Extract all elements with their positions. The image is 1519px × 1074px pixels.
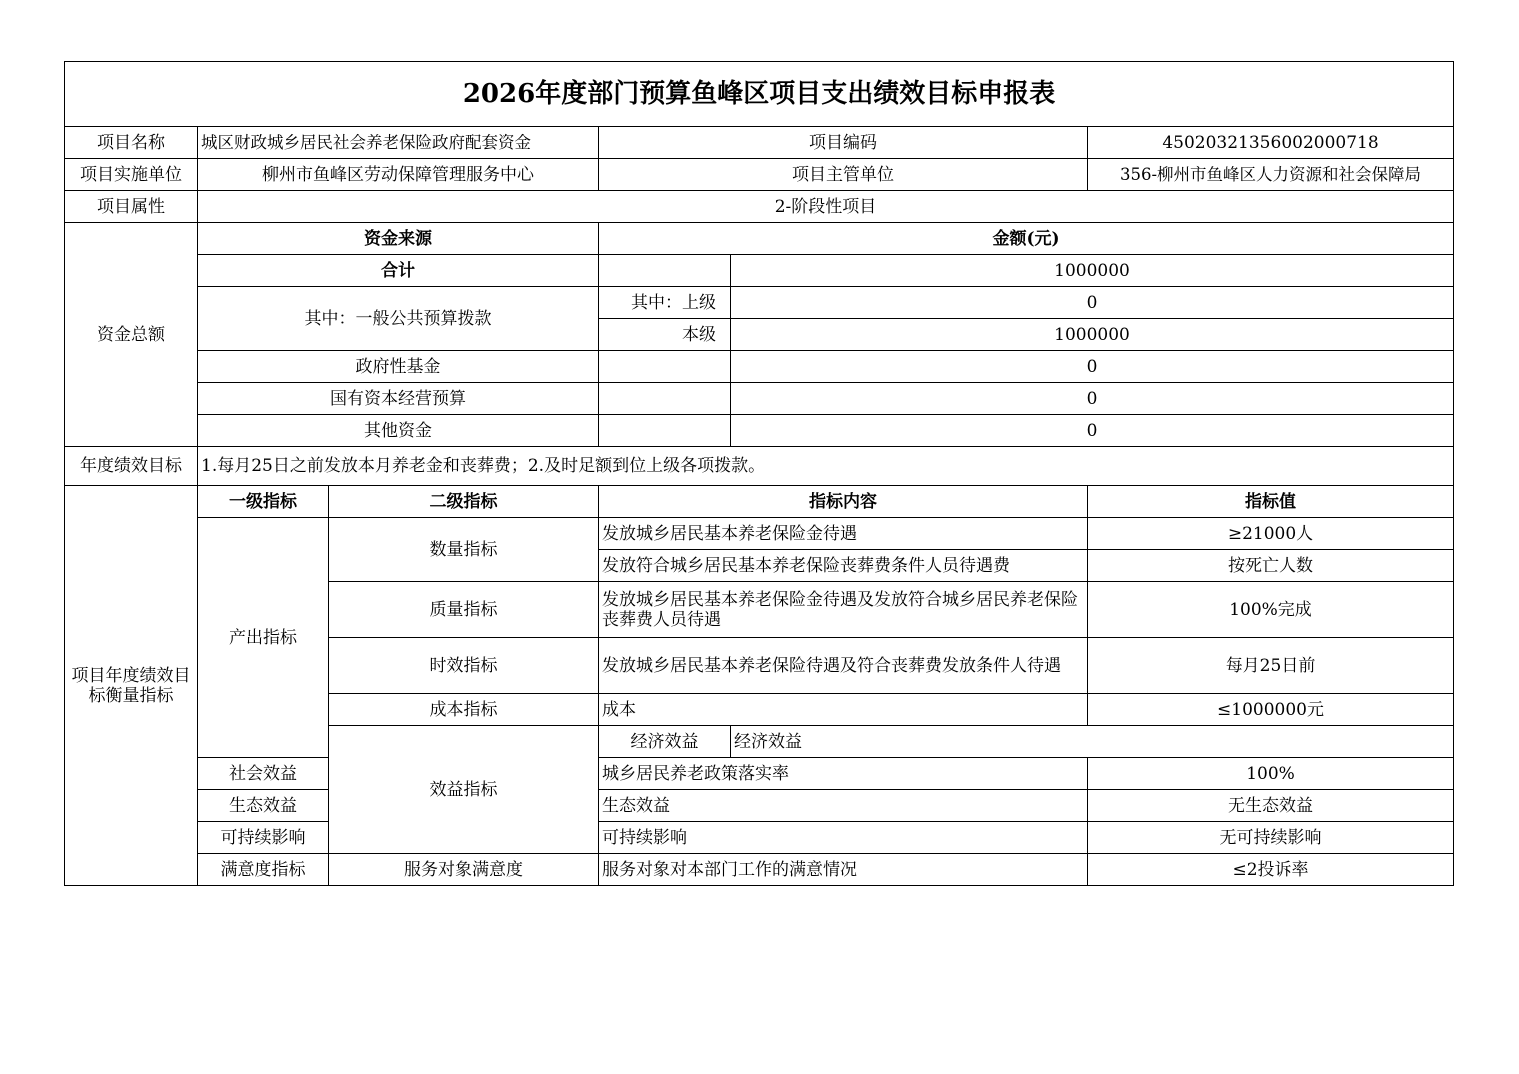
mgr-unit-label: 项目主管单位 [599, 159, 1088, 191]
indicator-value: 100%完成 [1088, 582, 1454, 638]
indicator-level2: 数量指标 [329, 518, 599, 582]
impl-unit-value: 柳州市鱼峰区劳动保障管理服务中心 [198, 159, 599, 191]
state-capital-label: 国有资本经营预算 [198, 383, 599, 415]
indicator-value: ≤1000000元 [1088, 694, 1454, 726]
indicator-content: 发放城乡居民基本养老保险金待遇及发放符合城乡居民养老保险丧葬费人员待遇 [599, 582, 1088, 638]
indicator-content: 成本 [599, 694, 1088, 726]
impl-unit-label: 项目实施单位 [65, 159, 198, 191]
indicator-content: 可持续影响 [599, 822, 1088, 854]
project-attr-value: 2-阶段性项目 [198, 191, 1454, 223]
indicator-level2: 质量指标 [329, 582, 599, 638]
indicator-level2: 社会效益 [198, 758, 329, 790]
output-indicator-label: 产出指标 [198, 518, 329, 758]
indicator-content: 生态效益 [599, 790, 1088, 822]
indicator-value: 100% [1088, 758, 1454, 790]
funds-total-value: 1000000 [731, 255, 1454, 287]
indicator-content: 服务对象对本部门工作的满意情况 [599, 854, 1088, 886]
other-funds-label: 其他资金 [198, 415, 599, 447]
upper-level-value: 0 [731, 287, 1454, 319]
indicator-level2: 可持续影响 [198, 822, 329, 854]
level1-header: 一级指标 [198, 486, 329, 518]
project-code-label: 项目编码 [599, 127, 1088, 159]
indicators-section-label: 项目年度绩效目标衡量指标 [65, 486, 198, 886]
page-title: 2026年度部门预算鱼峰区项目支出绩效目标申报表 [65, 62, 1454, 127]
general-budget-label: 其中：一般公共预算拨款 [198, 287, 599, 351]
level2-header: 二级指标 [329, 486, 599, 518]
empty-cell [599, 415, 731, 447]
indicator-level2: 生态效益 [198, 790, 329, 822]
annual-goal-label: 年度绩效目标 [65, 447, 198, 486]
mgr-unit-value: 356-柳州市鱼峰区人力资源和社会保障局 [1088, 159, 1454, 191]
project-name-value: 城区财政城乡居民社会养老保险政府配套资金 [198, 127, 599, 159]
project-attr-label: 项目属性 [65, 191, 198, 223]
funds-section-label: 资金总额 [65, 223, 198, 447]
local-level-value: 1000000 [731, 319, 1454, 351]
satisfaction-indicator-label: 满意度指标 [198, 854, 329, 886]
project-code-value: 45020321356002000718 [1088, 127, 1454, 159]
indicator-content: 发放符合城乡居民基本养老保险丧葬费条件人员待遇费 [599, 550, 1088, 582]
funds-source-header: 资金来源 [198, 223, 599, 255]
indicator-value: ≥21000人 [1088, 518, 1454, 550]
project-name-label: 项目名称 [65, 127, 198, 159]
other-funds-value: 0 [731, 415, 1454, 447]
local-level-label: 本级 [599, 319, 731, 351]
indicator-level2: 服务对象满意度 [329, 854, 599, 886]
indicator-value: 无生态效益 [1088, 790, 1454, 822]
empty-cell [599, 255, 731, 287]
content-header: 指标内容 [599, 486, 1088, 518]
funds-total-label: 合计 [198, 255, 599, 287]
value-header: 指标值 [1088, 486, 1454, 518]
indicator-content: 发放城乡居民基本养老保险待遇及符合丧葬费发放条件人待遇 [599, 638, 1088, 694]
funds-amount-header: 金额(元) [599, 223, 1454, 255]
empty-cell [599, 351, 731, 383]
upper-level-label: 其中：上级 [599, 287, 731, 319]
gov-fund-value: 0 [731, 351, 1454, 383]
state-capital-value: 0 [731, 383, 1454, 415]
indicator-value: 每月25日前 [1088, 638, 1454, 694]
indicator-content: 经济效益 [731, 726, 1454, 758]
indicator-level2: 经济效益 [599, 726, 731, 758]
indicator-value: 按死亡人数 [1088, 550, 1454, 582]
annual-goal-text: 1.每月25日之前发放本月养老金和丧葬费；2.及时足额到位上级各项拨款。 [198, 447, 1454, 486]
indicator-content: 发放城乡居民基本养老保险金待遇 [599, 518, 1088, 550]
benefit-indicator-label: 效益指标 [329, 726, 599, 854]
indicator-value: ≤2投诉率 [1088, 854, 1454, 886]
indicator-content: 城乡居民养老政策落实率 [599, 758, 1088, 790]
indicator-level2: 成本指标 [329, 694, 599, 726]
gov-fund-label: 政府性基金 [198, 351, 599, 383]
performance-target-form [64, 61, 1454, 886]
empty-cell [599, 383, 731, 415]
indicator-value: 无可持续影响 [1088, 822, 1454, 854]
indicator-level2: 时效指标 [329, 638, 599, 694]
